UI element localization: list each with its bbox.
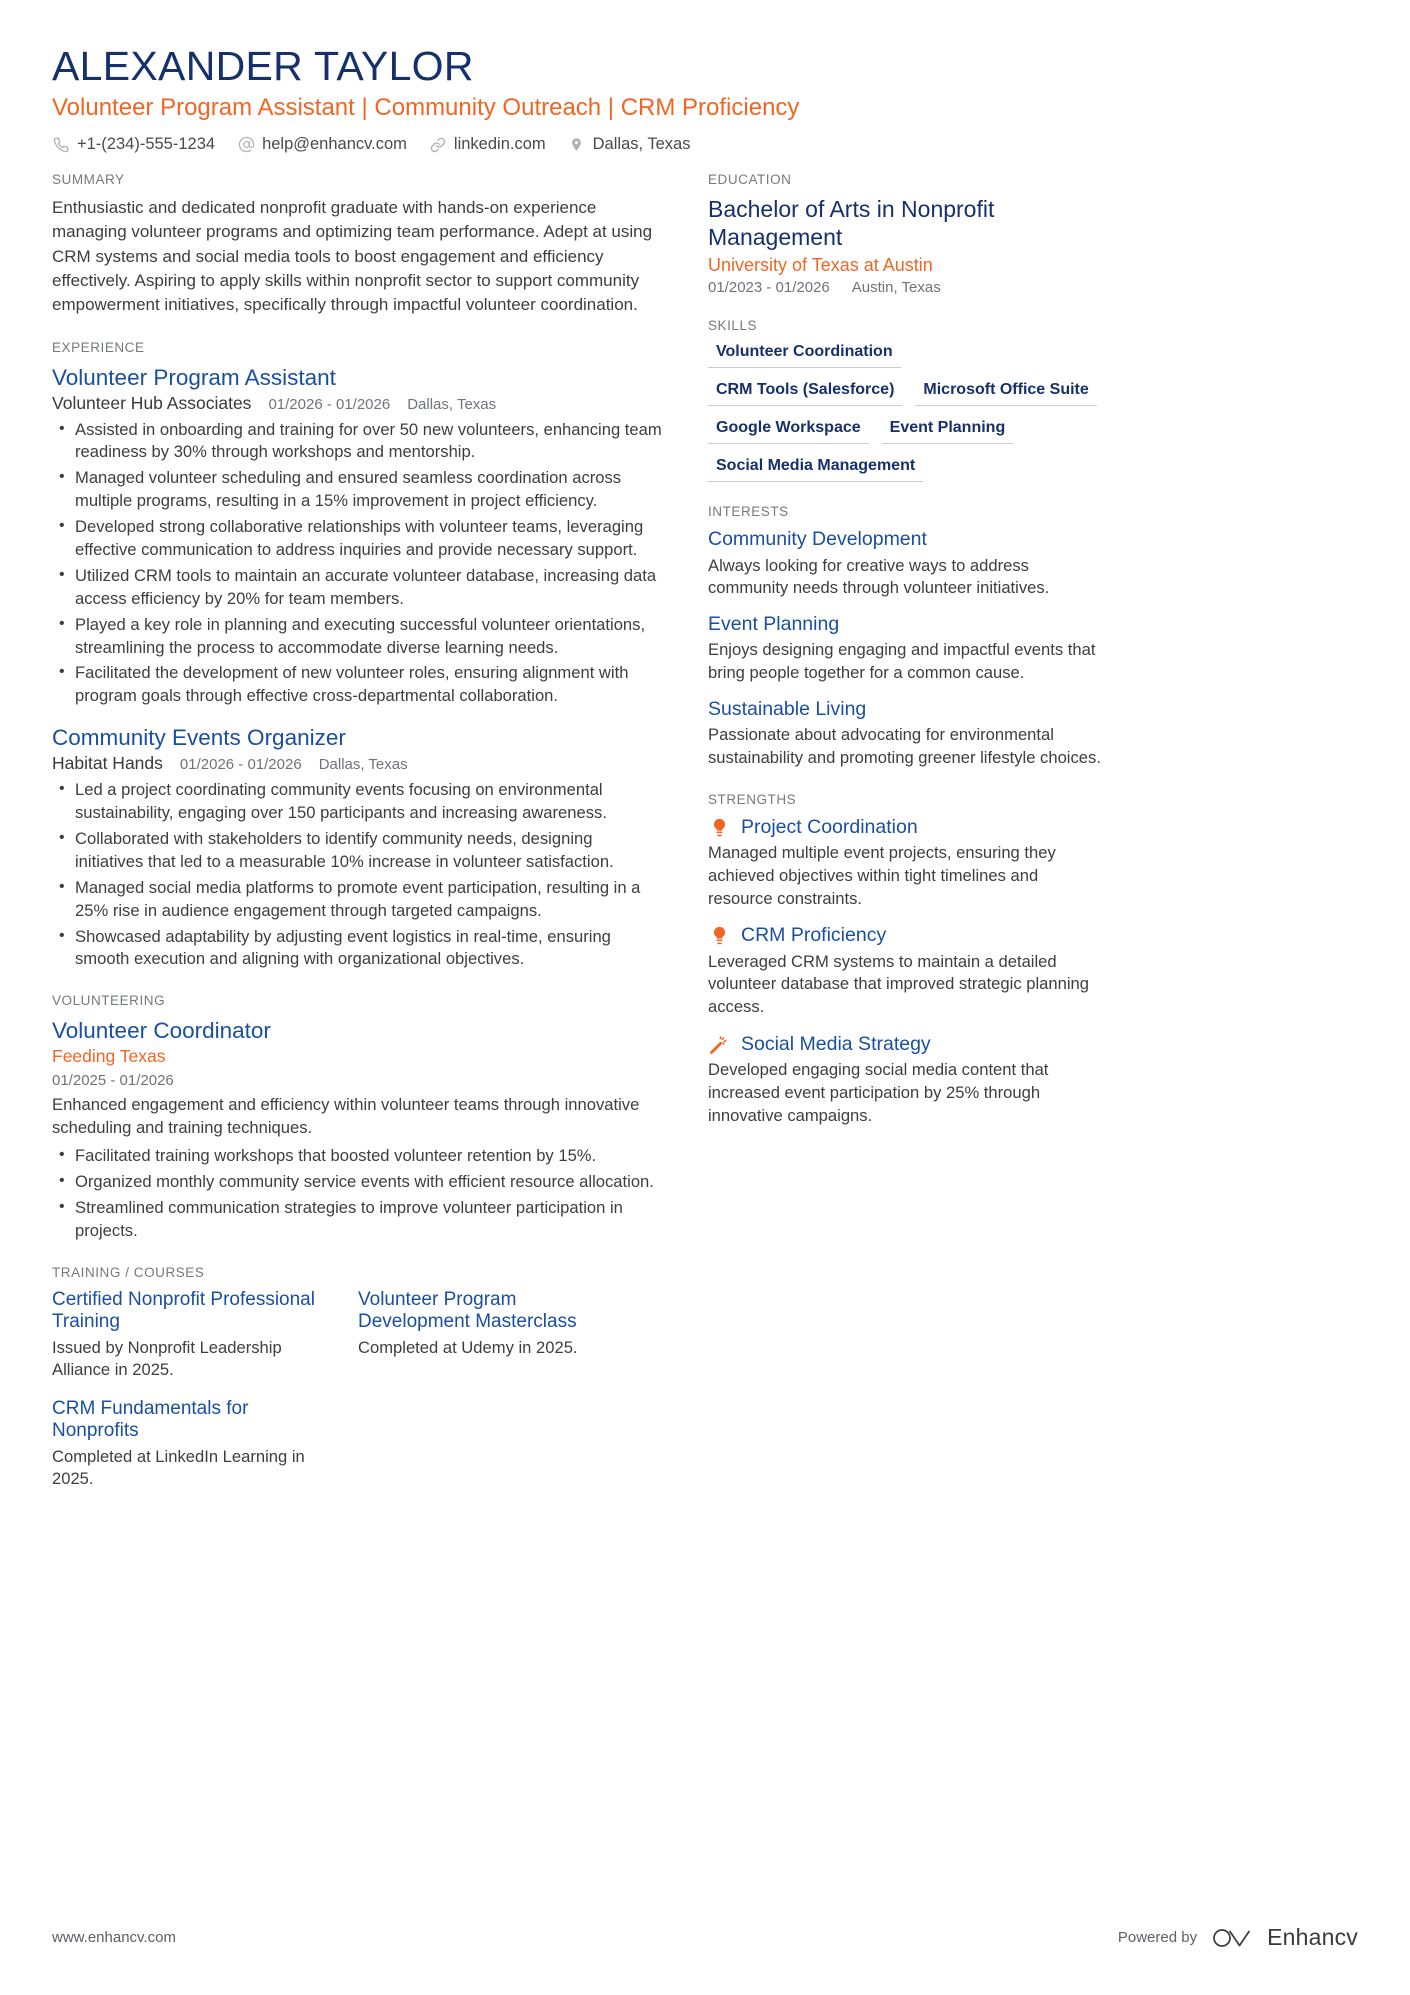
- education-location: Austin, Texas: [851, 279, 941, 297]
- interest-title: Event Planning: [708, 613, 840, 636]
- section-interests: [708, 504, 1106, 769]
- training-title: Certified Nonprofit Professional Training: [52, 1288, 315, 1332]
- list-item: • Facilitated training workshops that boosted volunteer retention by 15%.: [72, 1145, 662, 1168]
- summary-text: Enthusiastic and dedicated nonprofit graduate with hands-on experience managing volunteer programs and optimizing team performance. Adept at using CRM systems and social media tools to boost engagement and efficiency effectively. Aspiring to apply skills within nonprofit sector to support community empowerment initiatives, specifically through impactful volunteer coordination.: [52, 198, 653, 315]
- experience-bullets: [52, 779, 662, 971]
- phone-icon: [52, 136, 70, 154]
- interest-item: [708, 613, 1106, 685]
- education-dates: 01/2023 - 01/2026: [708, 279, 830, 297]
- section-label-volunteering: VOLUNTEERING: [52, 993, 166, 1009]
- section-education: [708, 172, 1106, 296]
- section-summary: [52, 172, 662, 317]
- strength-header: [708, 816, 1106, 839]
- enhancv-logo-icon: [1211, 1926, 1257, 1950]
- experience-entry: [52, 724, 662, 971]
- section-strengths: [708, 792, 1106, 1128]
- interest-title: Community Development: [708, 528, 927, 551]
- interest-title: Sustainable Living: [708, 697, 867, 720]
- education-degree: Bachelor of Arts in Nonprofit Management: [708, 196, 995, 250]
- lightbulb-icon: [708, 816, 730, 838]
- section-label-experience: EXPERIENCE: [52, 339, 145, 355]
- contact-email-text: help@enhancv.com: [262, 135, 407, 154]
- section-volunteering: [52, 993, 662, 1242]
- experience-location: Dallas, Texas: [407, 395, 497, 413]
- training-grid: [52, 1289, 662, 1491]
- experience-org: Volunteer Hub Associates: [52, 392, 252, 413]
- resume-header: [52, 44, 1358, 154]
- list-item: • Facilitated the development of new volunteer roles, ensuring alignment with program goals through effective cross-departmental collaboration.: [72, 662, 662, 708]
- strength-title: Project Coordination: [741, 815, 918, 838]
- powered-by-label: Powered by: [1117, 1929, 1198, 1946]
- experience-title: Community Events Organizer: [52, 725, 346, 751]
- interest-description: Always looking for creative ways to address community needs through volunteer initiatives.: [708, 555, 1050, 598]
- section-label-skills: SKILLS: [708, 318, 758, 334]
- section-label-education: EDUCATION: [708, 172, 792, 188]
- skill-tag: Social Media Management: [708, 456, 923, 482]
- training-item: [52, 1398, 320, 1491]
- skill-tag: CRM Tools (Salesforce): [708, 380, 902, 406]
- page-title: ALEXANDER TAYLOR: [52, 43, 474, 89]
- skill-tag: Microsoft Office Suite: [915, 380, 1096, 406]
- strength-item: [708, 816, 1106, 911]
- section-training: [52, 1265, 662, 1491]
- list-item: • Utilized CRM tools to maintain an accurate volunteer database, increasing data access efficiency by 20% for team members.: [72, 565, 662, 611]
- resume-body: [52, 172, 1358, 1512]
- list-item: • Led a project coordinating community events focusing on environmental sustainability, engaging over 150 participants and increasing awareness.: [72, 779, 662, 825]
- strength-item: [708, 924, 1106, 1019]
- skills-list: [708, 342, 1106, 482]
- training-description: Completed at LinkedIn Learning in 2025.: [52, 1447, 305, 1489]
- list-item: • Developed strong collaborative relationships with volunteer teams, leveraging effective communication to address inquiries and provide necessary support.: [72, 516, 662, 562]
- contact-row: [52, 135, 1358, 154]
- volunteering-title: Volunteer Coordinator: [52, 1018, 271, 1044]
- experience-title: Volunteer Program Assistant: [52, 364, 336, 390]
- strength-description: Developed engaging social media content that increased event participation by 25% through innovative campaigns.: [708, 1060, 1049, 1125]
- training-title: CRM Fundamentals for Nonprofits: [52, 1397, 249, 1441]
- page-footer: [52, 1924, 1358, 1951]
- location-pin-icon: [568, 136, 586, 154]
- contact-linkedin[interactable]: [429, 135, 546, 154]
- volunteering-entry: [52, 1017, 662, 1242]
- list-item: • Managed social media platforms to promote event participation, resulting in a 25% rise in audience engagement through targeted campaigns.: [72, 877, 662, 923]
- strength-item: [708, 1033, 1106, 1128]
- education-meta: [708, 279, 1106, 296]
- strength-header: [708, 1033, 1106, 1056]
- section-label-strengths: STRENGTHS: [708, 791, 797, 807]
- experience-dates: 01/2026 - 01/2026: [268, 395, 391, 413]
- volunteering-bullets: [52, 1145, 662, 1243]
- list-item: • Streamlined communication strategies to improve volunteer participation in projects.: [72, 1197, 662, 1243]
- section-label-interests: INTERESTS: [708, 504, 789, 520]
- experience-org: Habitat Hands: [52, 753, 163, 774]
- training-item: [52, 1289, 320, 1382]
- skill-tag: Volunteer Coordination: [708, 342, 901, 368]
- strength-header: [708, 924, 1106, 947]
- experience-entry: [52, 364, 662, 709]
- professional-headline: Volunteer Program Assistant | Community Outreach | CRM Proficiency: [52, 94, 800, 122]
- list-item: • Collaborated with stakeholders to identify community needs, designing initiatives that led to a measurable 10% increase in volunteer satisfaction.: [72, 828, 662, 874]
- section-label-training: TRAINING / COURSES: [52, 1264, 205, 1280]
- contact-location: [568, 135, 691, 154]
- contact-location-text: Dallas, Texas: [592, 135, 691, 154]
- interest-description: Passionate about advocating for environmental sustainability and promoting greener lifestyle choices.: [708, 725, 1101, 768]
- contact-phone[interactable]: [52, 135, 215, 154]
- strength-title: CRM Proficiency: [741, 924, 887, 947]
- magic-wand-icon: [708, 1034, 730, 1056]
- training-title: Volunteer Program Development Masterclass: [358, 1288, 577, 1332]
- experience-meta: [52, 753, 662, 774]
- enhancv-brand: [1211, 1924, 1358, 1951]
- list-item: • Organized monthly community service events with efficient resource allocation.: [72, 1171, 662, 1194]
- strength-description: Leveraged CRM systems to maintain a detailed volunteer database that improved strategic planning access.: [708, 951, 1089, 1017]
- section-label-summary: SUMMARY: [52, 172, 125, 188]
- volunteering-dates: 01/2025 - 01/2026: [52, 1072, 174, 1090]
- training-description: Completed at Udemy in 2025.: [358, 1338, 578, 1358]
- interest-description: Enjoys designing engaging and impactful events that bring people together for a common cause.: [708, 640, 1096, 683]
- volunteering-description: Enhanced engagement and efficiency within volunteer teams through innovative scheduling and training techniques.: [52, 1095, 640, 1138]
- contact-phone-text: +1-(234)-555-1234: [77, 135, 216, 154]
- section-skills: [708, 318, 1106, 482]
- experience-bullets: [52, 419, 662, 709]
- lightbulb-icon: [708, 925, 730, 947]
- contact-email[interactable]: [237, 135, 407, 154]
- right-column: [708, 172, 1106, 1149]
- at-sign-icon: [237, 136, 255, 154]
- skill-tag: Google Workspace: [708, 418, 869, 444]
- strength-title: Social Media Strategy: [741, 1032, 931, 1055]
- volunteering-org: Feeding Texas: [52, 1046, 166, 1067]
- footer-branding: [1118, 1924, 1358, 1951]
- section-experience: [52, 340, 662, 972]
- left-column: [52, 172, 662, 1512]
- experience-dates: 01/2026 - 01/2026: [179, 756, 302, 774]
- enhancv-brand-name: Enhancv: [1267, 1924, 1358, 1950]
- list-item: • Assisted in onboarding and training for over 50 new volunteers, enhancing team readiness by 30% through workshops and mentorship.: [72, 419, 662, 465]
- skill-tag: Event Planning: [882, 418, 1014, 444]
- experience-location: Dallas, Texas: [318, 756, 408, 774]
- education-school: University of Texas at Austin: [708, 255, 933, 276]
- footer-url[interactable]: www.enhancv.com: [52, 1929, 176, 1946]
- interest-item: [708, 528, 1106, 600]
- strength-description: Managed multiple event projects, ensuring they achieved objectives within tight timelines and resource constraints.: [708, 843, 1056, 908]
- training-description: Issued by Nonprofit Leadership Alliance in 2025.: [52, 1338, 282, 1380]
- link-icon: [429, 136, 447, 154]
- list-item: • Managed volunteer scheduling and ensured seamless coordination across multiple programs, resulting in a 15% improvement in project efficiency.: [72, 467, 662, 513]
- interest-item: [708, 698, 1106, 770]
- experience-meta: [52, 393, 662, 414]
- list-item: • Played a key role in planning and executing successful volunteer orientations, streamlining the process to accommodate diverse learning needs.: [72, 614, 662, 660]
- contact-linkedin-text: linkedin.com: [453, 135, 546, 154]
- list-item: • Showcased adaptability by adjusting event logistics in real-time, ensuring smooth execution and aligning with organizational objectives.: [72, 926, 662, 972]
- training-item: [358, 1289, 626, 1382]
